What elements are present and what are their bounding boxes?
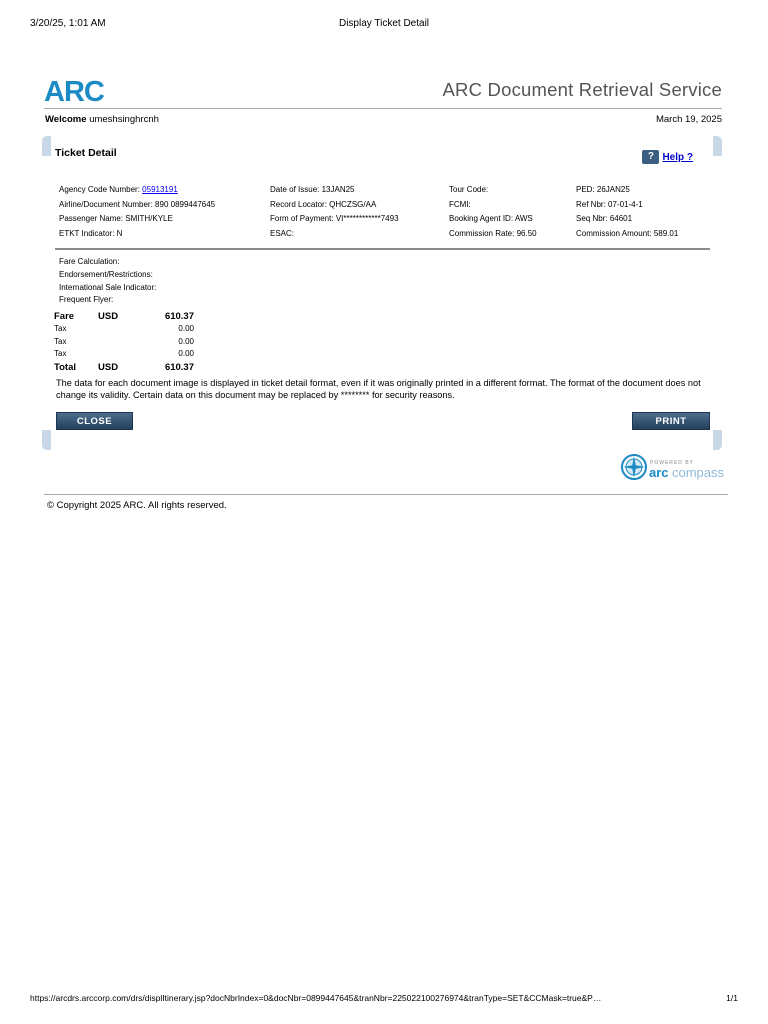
frequent-flyer-label: Frequent Flyer: xyxy=(59,295,114,305)
detail-value: 64601 xyxy=(609,214,633,223)
detail-label: ESAC: xyxy=(270,228,295,238)
detail-document-number xyxy=(59,200,215,215)
detail-label: Airline/Document Number: xyxy=(59,199,153,209)
detail-commission-amount xyxy=(576,229,678,244)
detail-commission-rate xyxy=(449,229,537,244)
detail-label: Ref Nbr: xyxy=(576,199,606,209)
detail-label: Commission Amount: xyxy=(576,228,652,238)
detail-label: Commission Rate: xyxy=(449,228,515,238)
tax-row xyxy=(54,337,194,350)
tax-amount: 0.00 xyxy=(178,336,194,346)
detail-label: ETKT Indicator: xyxy=(59,228,115,238)
detail-value: N xyxy=(116,228,123,238)
detail-label: Form of Payment: xyxy=(270,214,334,223)
help-link[interactable]: Help ? xyxy=(662,151,693,163)
tax-row xyxy=(54,324,194,337)
detail-label: Tour Code: xyxy=(449,185,489,194)
endorsement-label: Endorsement/Restrictions: xyxy=(59,269,153,279)
detail-label: FCMI: xyxy=(449,199,471,209)
detail-label: Record Locator: xyxy=(270,199,327,209)
tax-label: Tax xyxy=(54,349,67,359)
detail-fcmi xyxy=(449,200,537,215)
detail-label: Seq Nbr: xyxy=(576,214,608,223)
details-divider xyxy=(55,248,710,250)
detail-form-of-payment xyxy=(270,214,399,229)
service-title: ARC Document Retrieval Service xyxy=(442,79,722,100)
detail-value: 96.50 xyxy=(516,228,537,238)
detail-value: 890 0899447645 xyxy=(155,199,216,209)
total-amount: 610.37 xyxy=(164,362,194,374)
detail-date-of-issue xyxy=(270,185,399,200)
tax-row xyxy=(54,349,194,362)
brand-compass-text: compass xyxy=(672,465,725,480)
detail-value: 589.01 xyxy=(653,228,679,238)
arc-logo-text: ARC xyxy=(44,76,104,106)
detail-ped xyxy=(576,185,678,200)
detail-seq-nbr xyxy=(576,214,678,229)
powered-by-text: POWERED BY xyxy=(650,460,694,466)
tax-label: Tax xyxy=(54,336,67,346)
detail-value: 13JAN25 xyxy=(321,185,355,194)
brand-arc-text: arc xyxy=(649,465,669,480)
detail-label: Date of Issue: xyxy=(270,185,320,194)
details-column-3 xyxy=(449,185,537,243)
panel-corner-bottom-left xyxy=(42,430,51,450)
detail-value: AWS xyxy=(514,214,533,223)
fare-label: Fare xyxy=(54,311,75,322)
panel-corner-bottom-right xyxy=(713,430,722,450)
international-sale-label: International Sale Indicator: xyxy=(59,282,157,292)
welcome-label: Welcome xyxy=(45,114,87,125)
detail-value: VI************7493 xyxy=(335,214,399,223)
details-column-4 xyxy=(576,185,678,243)
detail-agency-code xyxy=(59,185,215,200)
details-column-2 xyxy=(270,185,399,243)
username: umeshsinghrcnh xyxy=(89,114,159,125)
detail-label: Passenger Name: xyxy=(59,214,124,223)
panel-title: Ticket Detail xyxy=(55,147,117,159)
current-date: March 19, 2025 xyxy=(655,114,722,125)
detail-ref-nbr xyxy=(576,200,678,215)
detail-value: 26JAN25 xyxy=(596,185,630,194)
detail-etkt-indicator xyxy=(59,229,215,244)
arc-compass-logo xyxy=(620,452,730,482)
print-button[interactable]: PRINT xyxy=(632,412,710,430)
detail-booking-agent-id xyxy=(449,214,537,229)
detail-label: Agency Code Number: xyxy=(59,185,140,194)
details-column-1 xyxy=(59,185,215,243)
fare-currency: USD xyxy=(98,311,119,322)
welcome-message xyxy=(45,114,159,125)
copyright: © Copyright 2025 ARC. All rights reserved. xyxy=(47,500,227,511)
page-url: https://arcdrs.arccorp.com/drs/displItinerary.jsp?docNbrIndex=0&docNbr=0899447645&tranNbr=225022100276974&tranType=SET&CCMask=true&P… xyxy=(30,993,602,1003)
tax-amount: 0.00 xyxy=(178,323,194,333)
arc-logo xyxy=(44,76,104,106)
fare-table xyxy=(54,311,194,375)
detail-value: QHCZSG/AA xyxy=(329,199,377,209)
tax-amount: 0.00 xyxy=(178,349,194,359)
panel-corner-top-right xyxy=(713,136,722,156)
agency-code-link[interactable]: 05913191 xyxy=(142,185,178,194)
total-label: Total xyxy=(54,362,76,374)
help-button[interactable] xyxy=(642,150,693,164)
detail-label: Booking Agent ID: xyxy=(449,214,514,223)
detail-tour-code xyxy=(449,185,537,200)
detail-esac xyxy=(270,229,399,244)
additional-fields xyxy=(59,257,156,308)
question-mark-icon[interactable]: ? xyxy=(642,150,659,164)
print-date: 3/20/25, 1:01 AM xyxy=(30,18,106,29)
detail-label: PED: xyxy=(576,185,595,194)
fare-calculation-label: Fare Calculation: xyxy=(59,257,120,266)
detail-passenger-name xyxy=(59,214,215,229)
disclaimer-note: The data for each document image is displayed in ticket detail format, even if it was originally printed in a different format. The format of the document does not change its validity. Certain data on this document may be replaced by ******** for security reasons. xyxy=(56,378,701,400)
total-row xyxy=(54,362,194,375)
page-number: 1/1 xyxy=(726,993,738,1003)
fare-amount: 610.37 xyxy=(164,311,194,322)
print-title: Display Ticket Detail xyxy=(338,18,430,29)
header-divider xyxy=(44,108,722,109)
detail-value: SMITH/KYLE xyxy=(125,214,173,223)
tax-label: Tax xyxy=(54,323,67,333)
panel-corner-top-left xyxy=(42,136,51,156)
close-button[interactable]: CLOSE xyxy=(56,412,133,430)
detail-value: 07-01-4-1 xyxy=(608,199,643,209)
footer-divider xyxy=(44,494,728,495)
fare-row xyxy=(54,311,194,324)
total-currency: USD xyxy=(98,362,119,374)
detail-record-locator xyxy=(270,200,399,215)
